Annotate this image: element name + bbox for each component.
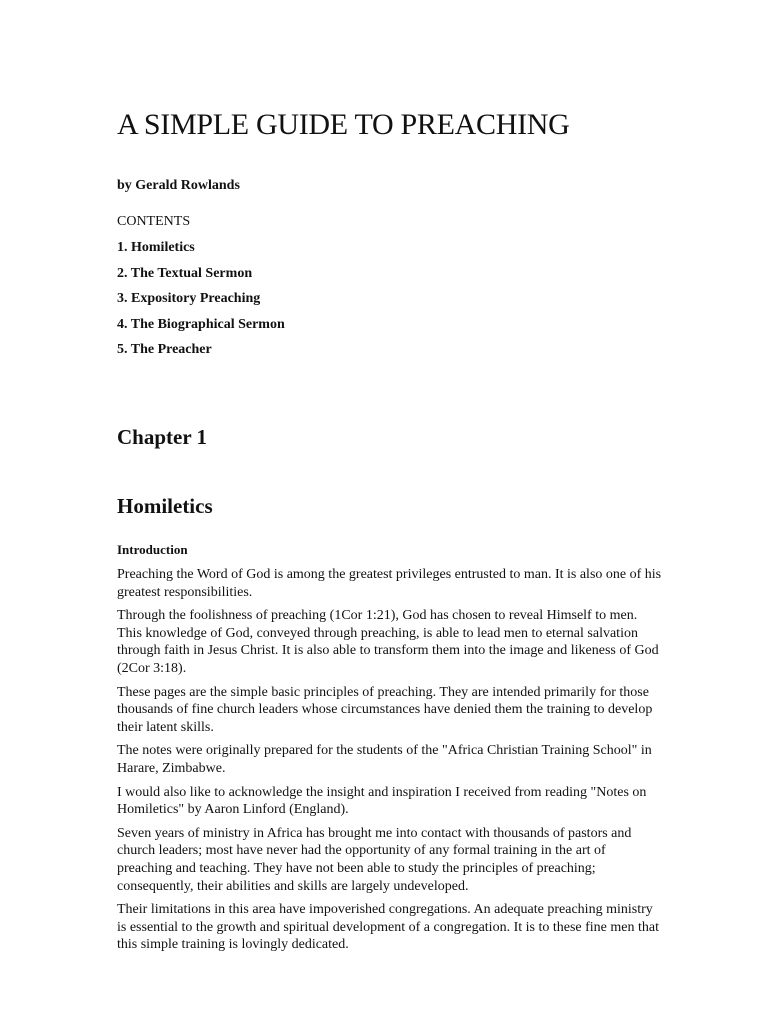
body-paragraph: Through the foolishness of preaching (1Cor 1:21), God has chosen to reveal Himself to men. This knowledge of God, conveyed through preaching, is able to lead men to eternal salvation through faith in Jesus Christ. It is also able to transform them into the image and likeness of God (2Cor 3:18). [117,608,659,676]
chapter-body [117,566,662,954]
section-heading: Introduction [117,542,188,557]
body-paragraph: Seven years of ministry in Africa has brought me into contact with thousands of pastors and church leaders; most have never had the opportunity of any formal training in the art of preaching and teaching. They have not been able to study the principles of preaching; consequently, their abilities and skills are largely undeveloped. [117,825,632,894]
chapter-title: Homiletics [117,494,213,518]
document-title: A SIMPLE GUIDE TO PREACHING [117,108,570,141]
toc-item-expository-preaching: 3. Expository Preaching [117,291,261,307]
body-paragraph: These pages are the simple basic principles of preaching. They are intended primarily for those thousands of fine church leaders whose circumstances have denied them the training to develop their latent skills. [117,684,653,735]
body-paragraph: Preaching the Word of God is among the greatest privileges entrusted to man. It is also one of his greatest responsibilities. [117,567,662,600]
chapter-label: Chapter 1 [117,425,208,449]
contents-heading: CONTENTS [117,214,191,229]
toc-item-the-preacher: 5. The Preacher [117,342,212,358]
author-byline: by Gerald Rowlands [117,178,240,193]
table-of-contents [117,239,285,367]
body-paragraph: The notes were originally prepared for the students of the "Africa Christian Training School" in Harare, Zimbabwe. [117,743,652,776]
toc-item-biographical-sermon: 4. The Biographical Sermon [117,316,285,332]
body-paragraph: Their limitations in this area have impoverished congregations. An adequate preaching ministry is essential to the growth and spiritual development of a congregation. It is to these fine men that this simple training is lovingly dedicated. [117,902,659,953]
body-paragraph: I would also like to acknowledge the insight and inspiration I received from reading "Notes on Homiletics" by Aaron Linford (England). [117,784,647,818]
toc-item-textual-sermon: 2. The Textual Sermon [117,265,253,281]
toc-item-homiletics: 1. Homiletics [117,240,195,255]
